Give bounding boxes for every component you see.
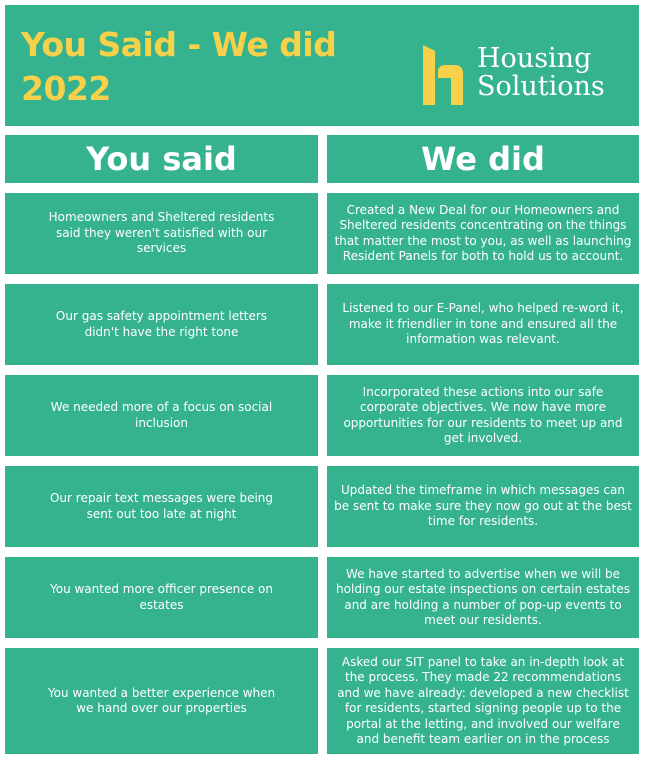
we-did-text: Asked our SIT panel to take an in-depth look at the process. They made 22 recommendations and we have already: developed a new checklist for residents, started signing people up to the portal at the letting, and involved our welfare and benefit team earlier on in the process bbox=[337, 654, 629, 746]
page-title-line-1: You Said - We did bbox=[21, 25, 337, 64]
we-did-text: Listened to our E-Panel, who helped re-word it, make it friendlier in tone and ensured all the information was relevant. bbox=[342, 301, 624, 347]
we-did-text: Updated the timeframe in which messages can be sent to make sure they now go out at the best time for residents. bbox=[334, 483, 632, 529]
you-said-text: You wanted a better experience when we hand over our properties bbox=[47, 685, 276, 715]
you-said-text: You wanted more officer presence on estates bbox=[49, 582, 273, 612]
we-did-cell bbox=[327, 466, 639, 547]
we-did-cell bbox=[327, 648, 639, 754]
you-said-column-header: You said bbox=[5, 135, 318, 183]
you-said-text: We needed more of a focus on social inclusion bbox=[50, 400, 273, 430]
we-did-cell bbox=[327, 193, 639, 274]
we-did-text: Incorporated these actions into our safe corporate objectives. We now have more opportunities for our residents to meet up and get involved. bbox=[343, 384, 623, 445]
we-did-text: We have started to advertise when we will be holding our estate inspections on certain estates and are holding a number of pop-up events to meet our residents. bbox=[336, 566, 630, 627]
header-banner bbox=[5, 5, 639, 126]
you-said-cell bbox=[5, 375, 318, 456]
you-said-cell bbox=[5, 193, 318, 274]
house-logo-icon bbox=[423, 45, 463, 105]
page-title bbox=[21, 23, 351, 111]
you-said-cell bbox=[5, 648, 318, 754]
we-did-cell bbox=[327, 557, 639, 638]
logo-wordmark bbox=[477, 45, 605, 101]
page-title-line-2: 2022 bbox=[21, 69, 111, 108]
you-said-text: Our gas safety appointment letters didn't have the right tone bbox=[55, 309, 268, 339]
you-said-cell bbox=[5, 466, 318, 547]
housing-solutions-logo bbox=[423, 41, 623, 107]
logo-wordmark-line-2: Solutions bbox=[477, 71, 605, 102]
you-said-cell bbox=[5, 557, 318, 638]
you-said-text: Our repair text messages were being sent out too late at night bbox=[49, 491, 274, 521]
logo-wordmark-line-1: Housing bbox=[477, 43, 592, 74]
we-did-text: Created a New Deal for our Homeowners and Sheltered residents concentrating on the things that matter the most to you, as well as launching Resident Panels for both to hold us to account. bbox=[334, 202, 632, 263]
we-did-cell bbox=[327, 375, 639, 456]
we-did-column-header: We did bbox=[327, 135, 639, 183]
you-said-cell bbox=[5, 284, 318, 365]
we-did-cell bbox=[327, 284, 639, 365]
you-said-text: Homeowners and Sheltered residents said they weren't satisfied with our services bbox=[48, 210, 275, 256]
